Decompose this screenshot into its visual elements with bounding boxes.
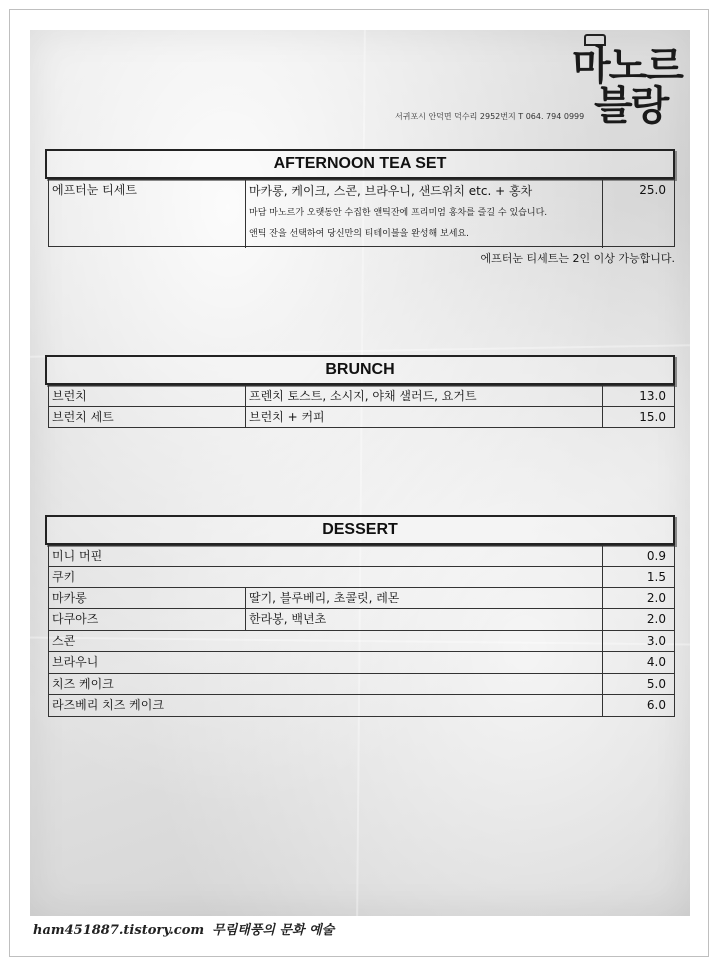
row-price: 2.0: [603, 588, 674, 609]
row-price: 3.0: [603, 631, 674, 652]
row-price: 13.0: [603, 386, 674, 407]
row-name: 브라우니: [49, 652, 603, 674]
row-name: 치즈 케이크: [49, 674, 603, 695]
brunch-table: [48, 385, 675, 428]
row-price: 0.9: [603, 546, 674, 567]
section-header: [45, 515, 675, 545]
row-name: 미니 머핀: [49, 546, 603, 567]
row-desc: 브런치 + 커피: [246, 407, 603, 427]
row-desc: 프렌치 토스트, 소시지, 야채 샐러드, 요거트: [246, 386, 603, 407]
row-price: 2.0: [603, 609, 674, 631]
menu-paper: [30, 30, 690, 916]
row-name: 라즈베리 치즈 케이크: [49, 695, 603, 716]
item-name: 에프터눈 티세트: [49, 180, 246, 248]
row-price: 15.0: [639, 410, 666, 424]
row-name: 다쿠아즈: [49, 609, 246, 631]
section-title: BRUNCH: [325, 361, 395, 378]
logo-line-2: 블랑: [594, 82, 668, 129]
row-desc: 딸기, 블루베리, 초콜릿, 레몬: [246, 588, 603, 609]
afternoon-tea-note: 에프터눈 티세트는 2인 이상 가능합니다.: [480, 252, 675, 265]
row-desc: 한라봉, 백년초: [246, 609, 603, 631]
logo-line-1: 마노르: [572, 42, 682, 89]
item-price: 25.0: [639, 183, 666, 197]
afternoon-tea-table: [48, 179, 675, 247]
section-header: [45, 149, 675, 179]
row-name: 브런치 세트: [49, 407, 246, 427]
blog-name: 무림태풍의 문화 예술: [212, 923, 335, 938]
row-name: 마카롱: [49, 588, 246, 609]
blog-site-link[interactable]: ham451887.tistory.com: [33, 923, 205, 938]
desc-line-2: 마담 마노르가 오랫동안 수집한 앤틱잔에 프리미엄 홍차를 즐길 수 있습니다.: [249, 208, 548, 218]
section-title: AFTERNOON TEA SET: [273, 155, 447, 172]
address-line: 서귀포시 안덕면 덕수리 2952번지 T 064. 794 0999: [395, 112, 585, 121]
row-name: 브런치: [49, 386, 246, 407]
row-price: 1.5: [603, 567, 674, 588]
item-description: [246, 180, 603, 248]
row-name: 쿠키: [49, 567, 603, 588]
row-price: 4.0: [603, 652, 674, 674]
section-title: DESSERT: [322, 521, 398, 538]
row-price: 5.0: [603, 674, 674, 695]
dessert-table: [48, 545, 675, 717]
section-header: [45, 355, 675, 385]
desc-line-3: 앤틱 잔을 선택하여 당신만의 티테이블을 완성해 보세요.: [249, 229, 469, 239]
row-price: 6.0: [646, 698, 666, 712]
row-name: 스콘: [49, 631, 603, 652]
blog-watermark: [33, 920, 334, 942]
desc-line-1: 마카롱, 케이크, 스콘, 브라우니, 샌드위치 etc. + 홍차: [249, 184, 533, 198]
